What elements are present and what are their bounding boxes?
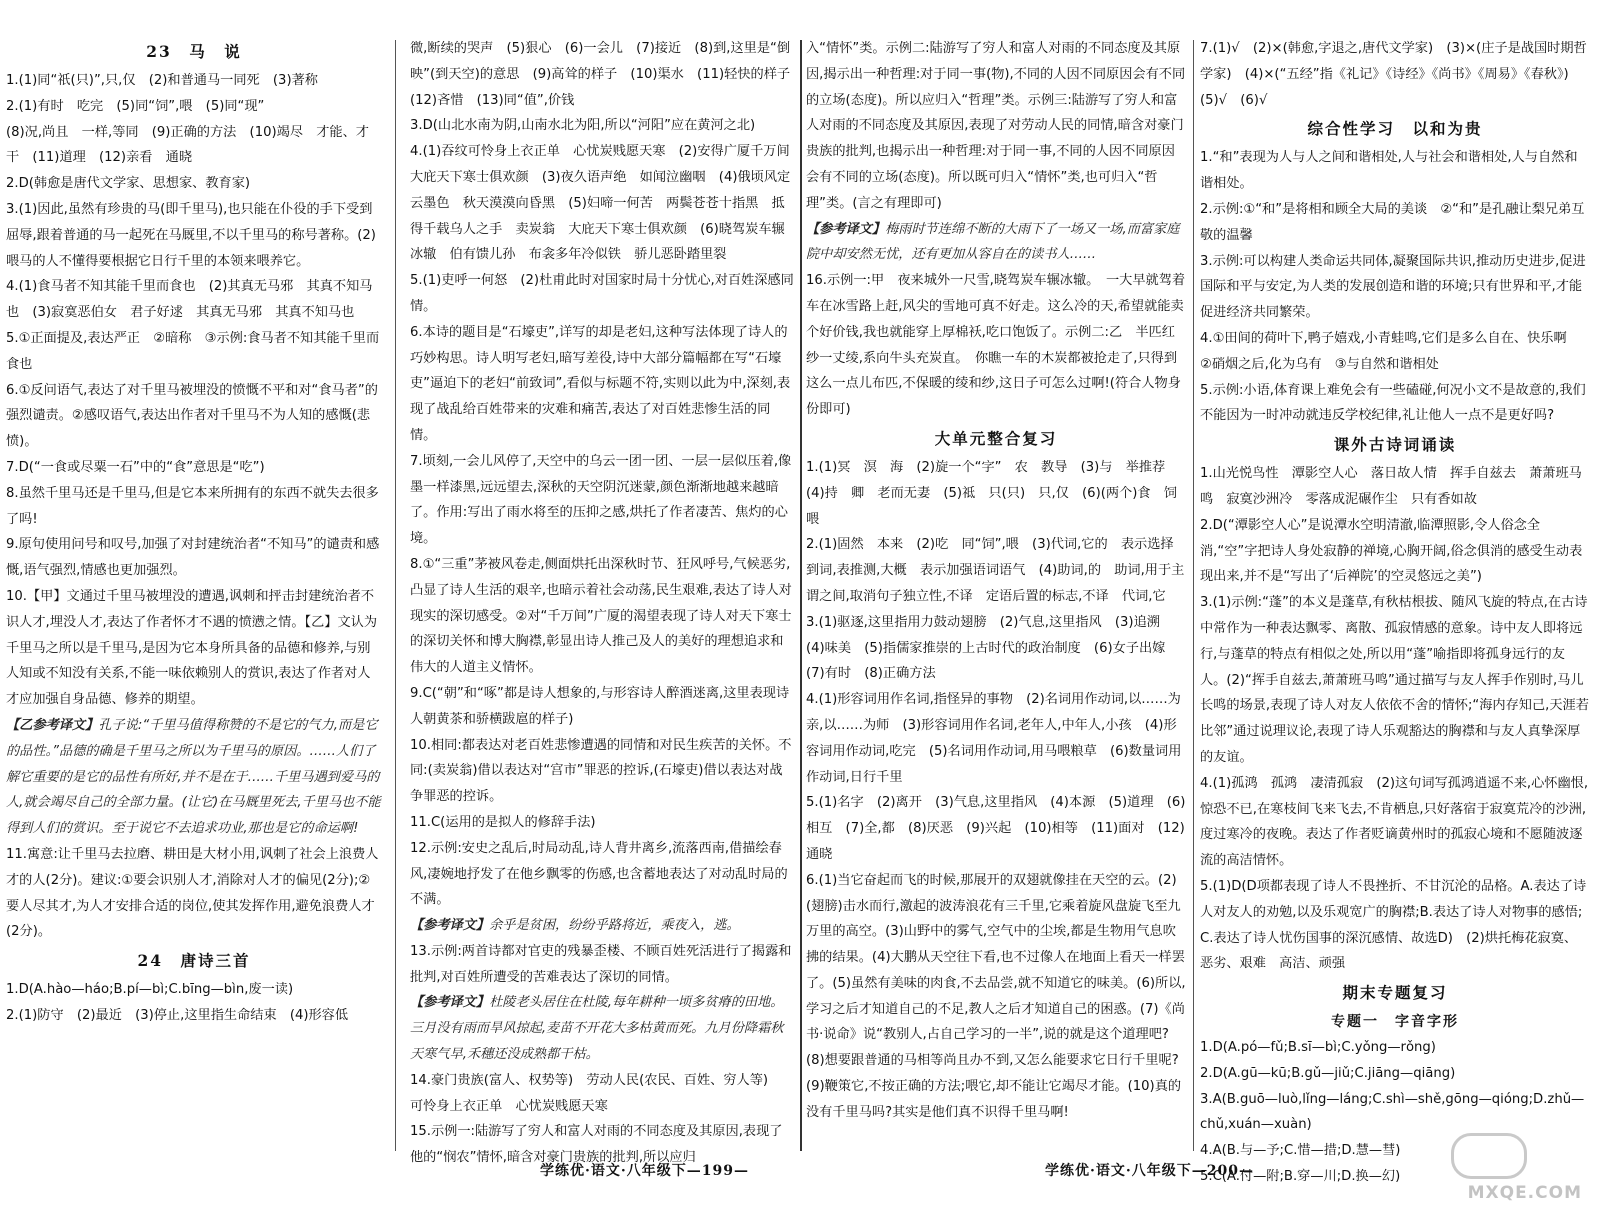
answer-item: 3.(1)示例:“蓬”的本义是蓬草,有秋枯根拔、随风飞旋的特点,在古诗中常作为一种表达飘零、离散、孤寂情感的意象。诗中友人即将远行,与蓬草的特点有相似之处,所以用“蓬”喻指即将孤身远行的友人。(2)“挥手自兹去,萧萧班马鸣”通过描写与友人挥手作别时,马儿长鸣的场景,表现了诗人对友人依依不舍的情怀;“海内存知己,天涯若比邻”通过说理议论,表现了诗人乐观豁达的胸襟和与友人真挚深厚的友谊。	[1200, 595, 1589, 765]
answer-item: 2.示例:①“和”是将相和顾全大局的美谈 ②“和”是孔融让梨兄弟互敬的温馨	[1200, 201, 1585, 243]
reference-text: 孔子说:“千里马值得称赞的不是它的气力,而是它的品性。”品德的确是千里马之所以为千里马的原因。……人们了解它重要的是它的品性有所好,并不是在于……千里马遇到爱马的人,就会竭尽自己的全部力量。(让它)在马厩里死去,千里马也不能得到人们的赏识。至于说它不去追求功业,那也是它的命运啊!	[6, 717, 381, 837]
answer-item: 8.虽然千里马还是千里马,但是它本来所拥有的东西不就失去很多了吗!	[6, 485, 379, 527]
answer-item: 9.C(“朝”和“啄”都是诗人想象的,与形容诗人醉酒迷离,这里表现诗人朝黄茶和骄横跋扈的样子)	[410, 685, 790, 727]
page-fold	[800, 40, 802, 1151]
answer-item: 2.D(韩愈是唐代文学家、思想家、教育家)	[6, 176, 251, 192]
answer-item: 2.D(A.gū—kū;B.gǔ—jiǔ;C.jiāng—qiāng)	[1200, 1065, 1456, 1081]
column-divider	[395, 40, 396, 1151]
reference-translation	[410, 990, 794, 1067]
answer-item: 4.(1)吞纹可怜身上衣正单 心忧炭贱愿天寒 (2)安得广厦千万间 大庇天下寒士俱欢颜 (3)夜久语声绝 如闻泣幽咽 (4)俄顷风定云墨色 秋天漠漠向昏黑 (5)妇啼一何苦 两鬓苍苍十指黑 抵得千载乌人之手 卖炭翁 大庇天下寒士俱欢颜 (6)晓驾炭车辗冰辙 伯有馈儿孙 布衾多年冷似铁 骄儿恶卧踏里裂	[410, 144, 803, 263]
answer-item: 1.D(A.pó—fǔ;B.sī—bì;C.yǒng—rǒng)	[1200, 1040, 1436, 1056]
answer-item: (8)况,尚且 一样,等同 (9)正确的方法 (10)竭尽 才能、才干 (11)道理 (12)亲看 通晓	[6, 124, 369, 166]
section-heading: 24 唐诗三首	[137, 951, 251, 971]
reference-text: 梅雨时节连绵不断的大雨下了一场又一场,而富家庭院中却安然无忧，还有更加从容自在的读书人……	[806, 221, 1180, 263]
page-footer-left: 学练优·语文·八年级下—199—	[540, 1163, 749, 1179]
answer-item: 3.(1)驱逐,这里指用力鼓动翅膀 (2)气息,这里指风 (3)追溯 (4)味美 (5)指儒家推崇的上古时代的政治制度 (6)女子出嫁 (7)有时 (8)正确方法	[806, 614, 1179, 682]
answer-item: 6.(1)当它奋起而飞的时候,那展开的双翅就像挂在天空的云。(2)(翅膀)击水而行,激起的波涛浪花有三千里,它乘着旋风盘旋飞至九万里的高空。(3)山野中的雾气,空气中的尘埃,都是生物用气息吹拂的结果。(4)大鹏从天空往下看,也不过像人在地面上看天一样罢了。(5)虽然有美味的肉食,不去品尝,就不知道它的味美。(6)所以,学习之后才知道自己的不足,教人之后才知道自己的困惑。(7)《尚书·说命》说“教别人,占自己学习的一半”,说的就是这个道理吧?(8)想要跟普通的马相等尚且办不到,又怎么能要求它日行千里呢?(9)鞭策它,不按正确的方法;喂它,却不能让它竭尽才能。(10)真的没有千里马吗?其实是他们真不识得千里马啊!	[806, 872, 1186, 1120]
answer-item: 14.豪门贵族(富人、权势等) 劳动人民(农民、百姓、穷人等) 可怜身上衣正单 心忧炭贱愿天寒	[410, 1072, 782, 1114]
answer-item: 1.“和”表现为人与人之间和谐相处,人与社会和谐相处,人与自然和谐相处。	[1200, 150, 1578, 192]
answer-item: 10.相同:都表达对老百姓悲惨遭遇的同情和对民生疾苦的关怀。不同:(卖炭翁)借以表达对“宫市”罪恶的控诉,(石壕吏)借以表达对战争罪恶的控诉。	[410, 737, 792, 805]
answer-item: 7.顷刻,一会儿风停了,天空中的乌云一团一团、一层一层似压着,像墨一样漆黑,远远望去,深秋的天空阴沉迷蒙,颜色渐渐地越来越暗了。作用:写出了雨水将至的压抑之感,烘托了作者凄苦、焦灼的心境。	[410, 453, 792, 547]
page-footer-right: 学练优·语文·八年级下—200—	[1045, 1163, 1254, 1179]
answer-item: 2.(1)防守 (2)最近 (3)停止,这里指生命结束 (4)形容低	[6, 1007, 349, 1023]
answer-item: 5.①正面提及,表达严正 ②暗称 ③示例:食马者不知其能千里而食也	[6, 330, 380, 372]
watermark-text: MXQE.COM	[1467, 1183, 1582, 1203]
reference-translation	[6, 713, 382, 842]
answer-item: 4.A(B.与—予;C.惜—措;D.慧—彗)	[1200, 1143, 1401, 1159]
answer-item: 16.示例一:甲 夜来城外一尺雪,晓驾炭车辗冰辙。 一大早就驾着车在冰雪路上赶,风尖的雪地可真不好走。这么冷的天,希望就能卖个好价钱,我也就能穿上厚棉袄,吃口饱饭了。示例二:乙 半匹红纱一丈绫,系向牛头充炭直。 你瞧一车的木炭都被抢走了,只得到这么一点儿布匹,不保暖的绫和纱,这日子可怎么过啊!(符合人物身份即可)	[806, 273, 1186, 418]
reference-text: 余乎是贫困，纷纷乎路将近，乘夜入，逃。	[489, 918, 740, 934]
answer-item: 3.A(B.guō—luò,lǐng—láng;C.shì—shě,gōng—qióng;D.zhǔ—chǔ,xuán—xuàn)	[1200, 1091, 1585, 1133]
answer-item: 4.①田间的荷叶下,鸭子嬉戏,小青蛙鸣,它们是多么自在、快乐啊 ②硝烟之后,化为乌有 ③与自然和谐相处	[1200, 330, 1580, 372]
reference-label: 【参考译文】	[410, 995, 490, 1011]
answer-item: 10.【甲】文通过千里马被埋没的遭遇,讽刺和抨击封建统治者不识人才,埋没人才,表达了作者怀才不遇的愤懑之情。【乙】文认为千里马之所以是千里马,是因为它本身所具备的品德和修养,与别人知或不知没有关系,不能一味依赖别人的赏识,表达了作者对人才应加强自身品德、修养的期望。	[6, 588, 378, 708]
reference-translation	[410, 913, 794, 939]
answer-item: 2.(1)有时 吃完 (5)同“饲”,喂 (5)同“现”	[6, 98, 265, 114]
answer-item: 2.D(“潭影空人心”是说潭水空明清澈,临潭照影,令人俗念全消,“空”字把诗人身处寂静的禅境,心胸开阔,俗念俱消的感受生动表现出来,并不是“写出了‘后禅院’的空灵悠远之美”)	[1200, 517, 1583, 585]
answer-item: 5.(1)D(D项都表现了诗人不畏挫折、不甘沉沦的品格。A.表达了诗人对友人的劝勉,以及乐观宽广的胸襟;B.表达了诗人对物事的感悟;C.表达了诗人忧伤国事的深沉感情、故选D) (2)烘托梅花寂寞、恶劣、艰难 高洁、顽强	[1200, 878, 1587, 972]
column-1	[6, 36, 382, 1149]
column-3	[806, 36, 1191, 1149]
section-heading: 23 马 说	[146, 42, 242, 61]
reference-translation	[806, 217, 1186, 269]
answer-item: 1.山光悦鸟性 潭影空人心 落日故人情 挥手自兹去 萧萧班马鸣 寂寞沙洲冷 零落成泥碾作尘 只有香如故	[1200, 466, 1582, 507]
answer-item: 3.(1)因此,虽然有珍贵的马(即千里马),也只能在仆役的手下受到屈辱,跟着普通的马一起死在马厩里,不以千里马的称号著称。(2)喂马的人不懂得要根据它日行千里的本领来喂养它。	[6, 201, 376, 269]
answer-item: 6.本诗的题目是“石壕吏”,详写的却是老妇,这种写法体现了诗人的巧妙构思。诗人明写老妇,暗写差役,诗中大部分篇幅都在写“石壕吏”逼迫下的老妇“前致词”,看似与标题不符,实则以此为中,深刻,表现了战乱给百姓带来的灾难和痛苦,表达了对百姓悲惨生活的同情。	[410, 324, 791, 443]
answer-item: 4.(1)形容词用作名词,指怪异的事物 (2)名词用作动词,以……为亲,以……为师 (3)形容词用作名词,老年人,中年人,小孩 (4)形容词用作动词,吃完 (5)名词用作动词,用马喂粮草 (6)数量词用作动词,日行千里	[806, 692, 1182, 785]
reference-label: 【参考译文】	[806, 221, 886, 237]
watermark-logo	[1412, 1133, 1582, 1203]
section-heading: 课外古诗词诵读	[1333, 435, 1457, 455]
answer-item: 1.D(A.hào—háo;B.pí—bì;C.bīng—bìn,废一读)	[6, 982, 294, 998]
watermark-badge-icon	[1451, 1133, 1527, 1179]
answer-item: 3.示例:可以构建人类命运共同体,凝聚国际共识,推动历史进步,促进国际和平与安定,为人类的发展创造和谐的环境;只有世界和平,才能促进经济共同繁荣。	[1200, 253, 1586, 321]
answer-item: 2.(1)固然 本来 (2)吃 同“饲”,喂 (3)代词,它的 表示选择 到词,表推测,大概 表示加强语词语气 (4)助词,的 助词,用于主谓之间,取消句子独立性,不译 定语后置的标志,不译 代词,它	[806, 537, 1187, 604]
section-heading: 专题一 字音字形	[1331, 1014, 1459, 1031]
answer-item: 5.示例:小语,体育课上难免会有一些磕碰,何况小文不是故意的,我们不能因为一时冲动就违反学校纪律,礼让他人一点不是更好吗?	[1200, 382, 1586, 424]
answer-item: 入“情怀”类。示例二:陆游写了穷人和富人对雨的不同态度及其原因,揭示出一种哲理:对于同一事(物),不同的人因不同原因会有不同的立场(态度)。所以应归入“哲理”类。示例三:陆游写了穷人和富人对雨的不同态度及其原因,表现了对劳动人民的同情,暗含对豪门贵族的批判,也揭示出一种哲理:对于同一事,不同的人因不同原因会有不同的立场(态度)。所以既可归入“情怀”类,也可归入“哲理”类。(言之有理即可)	[806, 41, 1186, 211]
answer-item: 13.示例:两首诗都对官吏的残暴歪楼、不顾百姓死活进行了揭露和批判,对百姓所遭受的苦难表达了深切的同情。	[410, 943, 792, 985]
section-heading: 综合性学习 以和为贵	[1307, 119, 1483, 139]
column-divider	[1193, 40, 1194, 1151]
column-2	[410, 36, 804, 1166]
answer-item: 5.C(A.付—附;B.穿—川;D.换—幻)	[1200, 1169, 1401, 1185]
section-heading: 大单元整合复习	[934, 428, 1058, 448]
answer-item: 11.寓意:让千里马去拉磨、耕田是大材小用,讽刺了社会上浪费人才的人(2分)。建议:①要会识别人才,消除对人才的偏见(2分);②要人尽其才,为人才安排合适的岗位,使其发挥作用,避免浪费人才(2分)。	[6, 846, 379, 940]
answer-item: 6.①反问语气,表达了对千里马被埋没的愤慨不平和对“食马者”的强烈谴责。②感叹语气,表达出作者对千里马不为人知的感慨(悲愤)。	[6, 382, 378, 450]
reference-label: 【乙参考译文】	[6, 717, 99, 733]
answer-item: 微,断续的哭声 (5)狠心 (6)一会儿 (7)接近 (8)到,这里是“倒映”(到天空)的意思 (9)高耸的样子 (10)渠水 (11)轻快的样子 (12)吝惜 (13)同“值”,价钱	[410, 41, 804, 108]
answer-item: 4.(1)食马者不知其能千里而食也 (2)其真无马邪 其真不知马也 (3)寂寞恶伯女 君子好逑 其真无马邪 其真不知马也	[6, 279, 373, 321]
reference-label: 【参考译文】	[410, 918, 490, 934]
answer-item: 8.①“三重”茅被风卷走,侧面烘托出深秋时节、狂风呼号,气候恶劣,凸显了诗人生活的艰辛,也暗示着社会动荡,民生艰难,表达了诗人对现实的深切感受。②对“千万间”广厦的渴望表现了诗人对天下寒士的深切关怀和博大胸襟,彰显出诗人推己及人的美好的理想追求和伟大的人道主义情怀。	[410, 556, 792, 676]
section-heading: 期末专题复习	[1342, 983, 1448, 1003]
answer-item: 7.D(“一食或尽粟一石”中的“食”意思是“吃”)	[6, 459, 265, 475]
answer-item: 7.(1)√ (2)×(韩愈,字退之,唐代文学家) (3)×(庄子是战国时期哲学家) (4)×(“五经”指《礼记》《诗经》《尚书》《周易》《春秋》) (5)√ (6)√	[1200, 41, 1587, 108]
answer-item: 5.(1)吏呼一何怒 (2)杜甫此时对国家时局十分忧心,对百姓深感同情。	[410, 273, 794, 314]
answer-item: 3.D(山北水南为阴,山南水北为阳,所以“河阳”应在黄河之北)	[410, 118, 756, 134]
answer-item: 1.(1)同“祇(只)”,只,仅 (2)和普通马一同死 (3)著称	[6, 73, 318, 88]
answer-item: 4.(1)孤鸿 孤鸿 凄清孤寂 (2)这句词写孤鸿逍遥不来,心怀幽恨,惊恐不已,在寒枝间飞来飞去,不肯栖息,只好落宿于寂寞荒冷的沙洲,度过寒冷的夜晚。表达了作者贬谪黄州时的孤寂心境和不愿随波逐流的高洁情怀。	[1200, 775, 1589, 869]
answer-item: 12.示例:安史之乱后,时局动乱,诗人背井离乡,流落西南,借描绘春风,凄婉地抒发了在他乡飘零的伤感,也含蓄地表达了对动乱时局的不满。	[410, 840, 788, 908]
answer-item: 11.C(运用的是拟人的修辞手法)	[410, 814, 596, 830]
answer-item: 5.(1)名字 (2)离开 (3)气息,这里指风 (4)本源 (5)道理 (6)相互 (7)全,都 (8)厌恶 (9)兴起 (10)相等 (11)面对 (12)通晓	[806, 795, 1186, 862]
column-4	[1200, 36, 1590, 1185]
answer-item: 15.示例一:陆游写了穷人和富人对雨的不同态度及其原因,表现了他的“悯农”情怀,暗含对豪门贵族的批判,所以应归	[410, 1124, 783, 1166]
reference-text: 杜陵老头居住在杜陵,每年耕种一顷多贫瘠的田地。三月没有雨而旱风掠起,麦苗不开花大多枯黄而死。九月份降霜秋天寒气早,禾穗还没成熟都干枯。	[410, 995, 784, 1063]
answer-item: 9.原句使用问号和叹号,加强了对封建统治者“不知马”的谴责和感慨,语气强烈,情感也更加强烈。	[6, 537, 380, 579]
answer-item: 1.(1)冥 溟 海 (2)旋一个“字” 农 教导 (3)与 举推荐 (4)持 卿 老而无妻 (5)祗 只(只) 只,仅 (6)(两个)食 饲 喂	[806, 459, 1191, 527]
